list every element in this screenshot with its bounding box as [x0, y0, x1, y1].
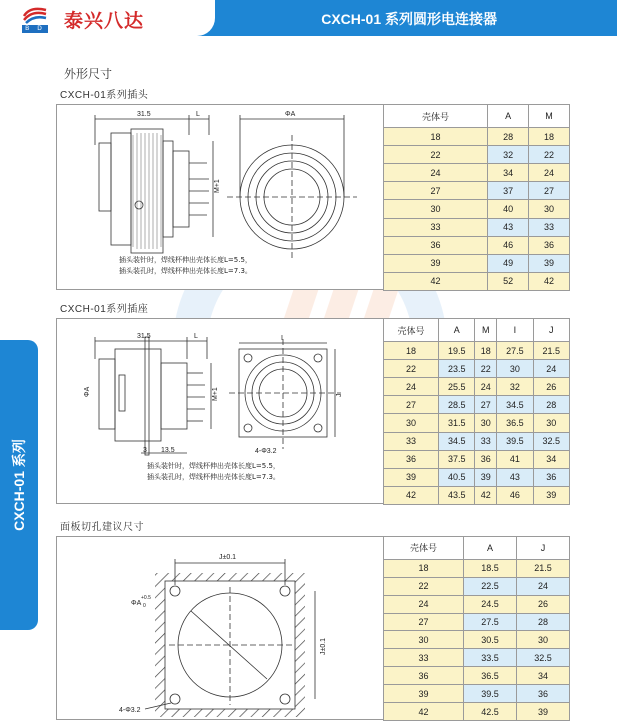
table-header-cell: A	[439, 319, 475, 342]
table-header-row	[384, 319, 570, 342]
table-cell: 42	[384, 486, 439, 504]
table-cell: 37	[488, 182, 529, 200]
table-cell: 18	[384, 342, 439, 360]
dim-m: M+1	[212, 387, 219, 401]
table-cell: 34	[517, 667, 570, 685]
table-cell: 46	[497, 486, 533, 504]
table-cell: 46	[488, 236, 529, 254]
table-header-row	[384, 105, 570, 128]
table-cell: 34	[533, 450, 569, 468]
table-cell: 39	[475, 468, 497, 486]
table-cell: 33	[475, 432, 497, 450]
table-row	[384, 378, 570, 396]
table-cell: 22	[475, 360, 497, 378]
table-cell: 30	[517, 631, 570, 649]
table-cell: 36	[384, 236, 488, 254]
cutout-drawing	[57, 537, 382, 721]
company-name: 泰兴八达	[64, 10, 145, 32]
table-cell: 36	[384, 450, 439, 468]
table-cell: 39.5	[464, 685, 517, 703]
dim-j-side: J±0.1	[320, 637, 327, 655]
table-header-cell: 壳体号	[384, 319, 439, 342]
table-cell: 31.5	[439, 414, 475, 432]
table-cell: 32	[497, 378, 533, 396]
plug-dimension-table	[383, 104, 570, 291]
dim-holes: 4-Φ3.2	[255, 448, 277, 455]
table-cell: 24	[384, 595, 464, 613]
dim-l: L	[194, 333, 198, 340]
table-header-row	[384, 537, 570, 560]
table-row	[384, 200, 570, 218]
table-row	[384, 182, 570, 200]
table-cell: 18	[384, 559, 464, 577]
plug-note: 插头装针时，焊线杯伸出壳体长度L=5.5， 插头装孔时，焊线杯伸出壳体长度L=7.3。	[119, 256, 252, 275]
table-cell: 22	[384, 577, 464, 595]
table-cell: 30	[497, 360, 533, 378]
table-cell: 27	[475, 396, 497, 414]
table-cell: 30	[533, 414, 569, 432]
dim-tol-lower: 0	[143, 603, 146, 609]
table-cell: 34	[488, 164, 529, 182]
table-cell: 36.5	[497, 414, 533, 432]
table-row	[384, 631, 570, 649]
table-cell: 30	[384, 631, 464, 649]
table-cell: 36	[384, 667, 464, 685]
table-cell: 33	[529, 218, 570, 236]
cutout-panel	[56, 536, 568, 720]
page-header	[0, 0, 617, 36]
section-title: 外形尺寸	[64, 67, 113, 81]
table-row	[384, 146, 570, 164]
table-row	[384, 342, 570, 360]
table-row	[384, 396, 570, 414]
series-side-tab	[0, 340, 38, 630]
dim-holes: 4-Φ3.2	[119, 707, 141, 714]
table-header-cell: 壳体号	[384, 537, 464, 560]
table-cell: 42	[384, 272, 488, 290]
table-cell: 39	[384, 254, 488, 272]
table-cell: 26	[533, 378, 569, 396]
table-header-cell: A	[464, 537, 517, 560]
table-cell: 24.5	[464, 595, 517, 613]
table-cell: 39	[384, 468, 439, 486]
table-cell: 28	[533, 396, 569, 414]
table-cell: 27.5	[464, 613, 517, 631]
table-cell: 36.5	[464, 667, 517, 685]
table-header-cell: J	[517, 537, 570, 560]
table-cell: 27	[529, 182, 570, 200]
table-cell: 25.5	[439, 378, 475, 396]
table-cell: 36	[517, 685, 570, 703]
series-side-label: CXCH-01 系列	[11, 439, 27, 531]
table-cell: 32	[488, 146, 529, 164]
table-cell: 33	[384, 649, 464, 667]
table-row	[384, 577, 570, 595]
table-cell: 19.5	[439, 342, 475, 360]
table-cell: 33.5	[464, 649, 517, 667]
table-cell: 27.5	[497, 342, 533, 360]
table-cell: 21.5	[517, 559, 570, 577]
table-cell: 30	[384, 414, 439, 432]
dim-i: I	[281, 335, 283, 342]
table-cell: 52	[488, 272, 529, 290]
table-cell: 32.5	[533, 432, 569, 450]
table-cell: 27	[384, 396, 439, 414]
table-cell: 33	[384, 218, 488, 236]
table-cell: 28.5	[439, 396, 475, 414]
table-cell: 34.5	[439, 432, 475, 450]
table-cell: 18	[475, 342, 497, 360]
table-cell: 30	[384, 200, 488, 218]
table-row	[384, 218, 570, 236]
table-cell: 39	[533, 486, 569, 504]
dim-31-5: 31.5	[137, 333, 151, 340]
socket-dimension-table	[383, 318, 570, 505]
table-cell: 36	[533, 468, 569, 486]
table-cell: 43.5	[439, 486, 475, 504]
table-cell: 39	[517, 703, 570, 721]
table-row	[384, 272, 570, 290]
table-cell: 24	[533, 360, 569, 378]
table-cell: 26	[517, 595, 570, 613]
table-header-cell: I	[497, 319, 533, 342]
table-row	[384, 595, 570, 613]
table-cell: 22	[384, 146, 488, 164]
table-cell: 30.5	[464, 631, 517, 649]
table-cell: 24	[384, 378, 439, 396]
table-cell: 36	[475, 450, 497, 468]
table-header-cell: A	[488, 105, 529, 128]
table-cell: 24	[517, 577, 570, 595]
dim-phi-a: ΦA	[84, 386, 91, 397]
table-row	[384, 360, 570, 378]
table-cell: 22.5	[464, 577, 517, 595]
page-title: CXCH-01 系列圆形电连接器	[321, 11, 497, 27]
table-cell: 24	[529, 164, 570, 182]
table-cell: 24	[475, 378, 497, 396]
dim-l: L	[196, 111, 200, 118]
dim-13-5: 13.5	[161, 447, 175, 454]
table-cell: 42	[384, 703, 464, 721]
table-row	[384, 613, 570, 631]
dim-m: M+1	[214, 179, 221, 193]
table-header-cell: J	[533, 319, 569, 342]
table-cell: 42	[529, 272, 570, 290]
table-cell: 23.5	[439, 360, 475, 378]
table-cell: 49	[488, 254, 529, 272]
table-cell: 32.5	[517, 649, 570, 667]
dim-phi-a: ΦA	[285, 111, 296, 118]
table-cell: 39.5	[497, 432, 533, 450]
logo-area	[0, 0, 215, 36]
dim-j: J	[336, 393, 343, 397]
logo-subtext: B D	[22, 25, 48, 33]
socket-label: CXCH-01系列插座	[60, 304, 149, 315]
dim-phi-a: ΦA	[131, 600, 142, 607]
table-cell: 42.5	[464, 703, 517, 721]
table-row	[384, 468, 570, 486]
table-header-cell: M	[475, 319, 497, 342]
dim-3: 3	[143, 447, 147, 454]
table-row	[384, 486, 570, 504]
table-cell: 43	[497, 468, 533, 486]
table-cell: 34.5	[497, 396, 533, 414]
table-cell: 30	[475, 414, 497, 432]
table-cell: 43	[488, 218, 529, 236]
table-row	[384, 128, 570, 146]
cutout-label: 面板切孔建议尺寸	[60, 522, 144, 533]
table-cell: 39	[384, 685, 464, 703]
table-row	[384, 667, 570, 685]
cutout-dimension-table	[383, 536, 570, 721]
table-row	[384, 559, 570, 577]
table-row	[384, 685, 570, 703]
table-cell: 28	[517, 613, 570, 631]
table-cell: 28	[488, 128, 529, 146]
table-cell: 30	[529, 200, 570, 218]
table-cell: 22	[384, 360, 439, 378]
table-row	[384, 649, 570, 667]
socket-panel	[56, 318, 568, 504]
table-row	[384, 254, 570, 272]
dim-j-top: J±0.1	[219, 554, 237, 561]
plug-panel	[56, 104, 568, 290]
dim-31-5: 31.5	[137, 111, 151, 118]
table-row	[384, 164, 570, 182]
socket-note: 插头装针时，焊线杯伸出壳体长度L=5.5， 插头装孔时，焊线杯伸出壳体长度L=7.3。	[147, 462, 280, 481]
table-row	[384, 414, 570, 432]
table-cell: 27	[384, 182, 488, 200]
table-cell: 33	[384, 432, 439, 450]
table-cell: 18	[384, 128, 488, 146]
table-cell: 41	[497, 450, 533, 468]
table-cell: 18	[529, 128, 570, 146]
table-row	[384, 703, 570, 721]
plug-label: CXCH-01系列插头	[60, 90, 149, 101]
table-cell: 42	[475, 486, 497, 504]
table-cell: 40	[488, 200, 529, 218]
table-cell: 39	[529, 254, 570, 272]
table-row	[384, 432, 570, 450]
table-cell: 40.5	[439, 468, 475, 486]
table-row	[384, 450, 570, 468]
table-cell: 22	[529, 146, 570, 164]
table-header-cell: 壳体号	[384, 105, 488, 128]
table-cell: 36	[529, 236, 570, 254]
table-cell: 37.5	[439, 450, 475, 468]
table-row	[384, 236, 570, 254]
table-header-cell: M	[529, 105, 570, 128]
table-cell: 18.5	[464, 559, 517, 577]
dim-tol-upper: +0.5	[141, 595, 151, 601]
brand-logo-icon	[22, 4, 48, 24]
table-cell: 27	[384, 613, 464, 631]
table-cell: 24	[384, 164, 488, 182]
table-cell: 21.5	[533, 342, 569, 360]
